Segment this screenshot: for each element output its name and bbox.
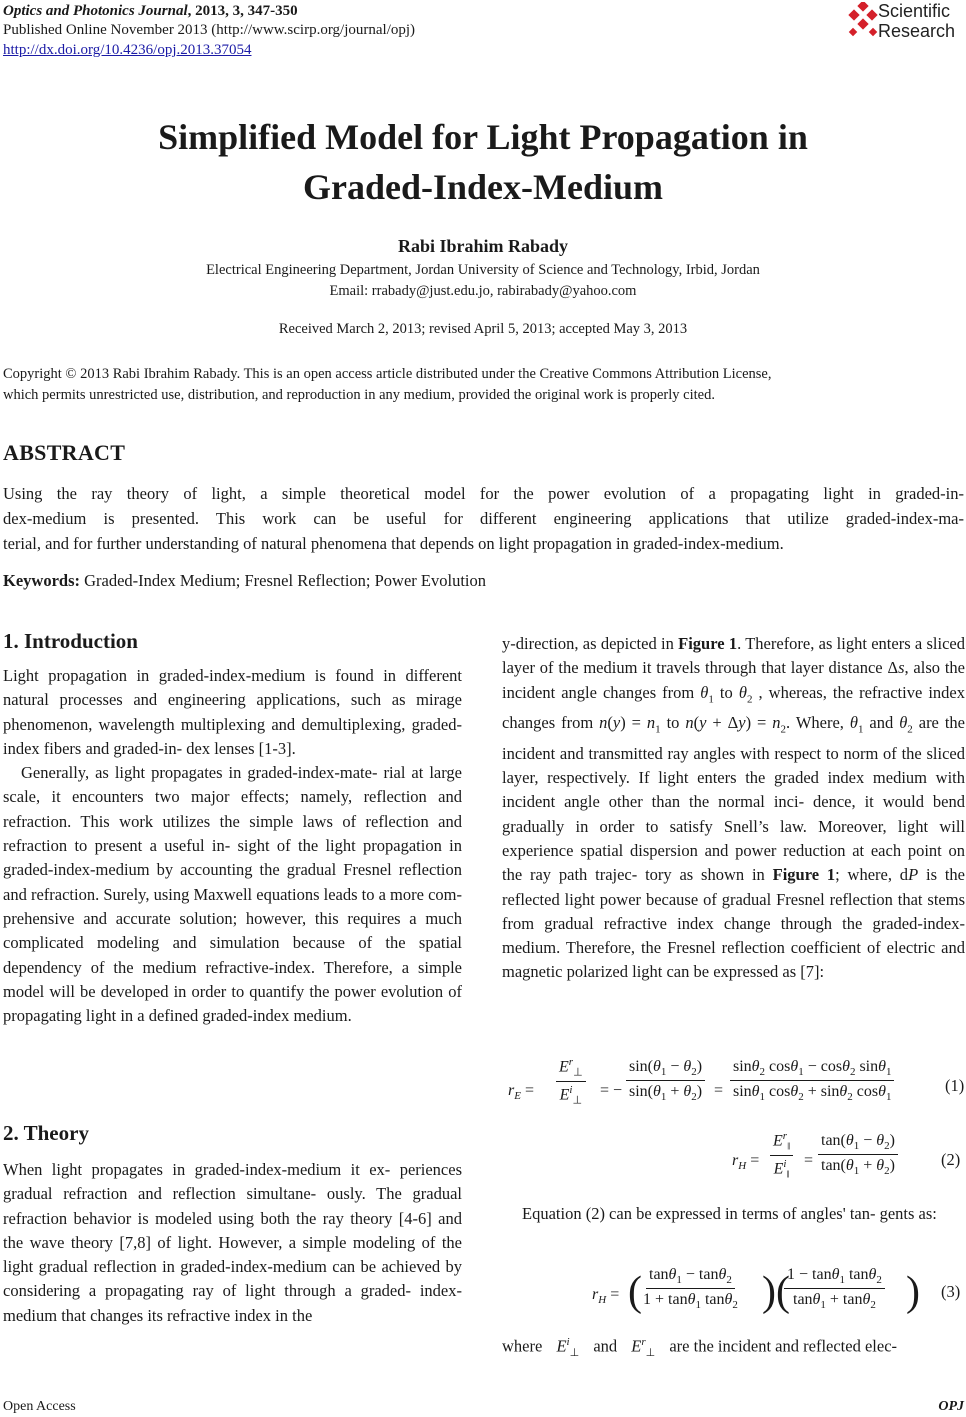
footer-open-access: Open Access <box>3 1399 76 1414</box>
equation-2-number: (2) <box>941 1150 961 1169</box>
logo-text: Scientific Research <box>878 1 956 41</box>
footer-journal-abbrev: OPJ <box>938 1399 964 1414</box>
doi-link[interactable]: http://dx.doi.org/10.4236/opj.2013.37054 <box>3 42 252 58</box>
section-heading-introduction: 1. Introduction <box>3 629 138 653</box>
figure-1-ref-2: Figure 1 <box>772 865 836 885</box>
email-line: Email: rrabady@just.edu.jo, rabirabady@yahoo.com <box>329 283 637 299</box>
section-heading-theory: 2. Theory <box>3 1121 89 1145</box>
introduction-body <box>3 664 462 1028</box>
published-line: Published Online November 2013 (http://www.scirp.org/journal/opj) <box>3 22 416 38</box>
received-dates: Received March 2, 2013; revised April 5, 2013; accepted May 3, 2013 <box>278 321 688 337</box>
equation-2-text: Equation (2) can be expressed in terms of angles' tan- gents as: <box>522 1204 937 1223</box>
keywords-line: Keywords: Graded-Index Medium; Fresnel Reflection; Power Evolution <box>3 571 486 590</box>
theory-paragraph-1: When light propagates in graded-index-medium it ex- periences gradual refraction and reflection simultane- ously. The gradual refraction behavior is modeled using both the ray theory [4-6] and the wave theory [7,8] of light. However, a simple modeling of the light gradual reflection in graded-index-medium can be achieved by considering a propagating ray of light through a graded- index-medium that changes its refractive index in the <box>3 1160 462 1325</box>
copyright-notice: Copyright © 2013 Rabi Ibrahim Rabady. This is an open access article distributed under the Creative Commons Attribution License, which permits unrestricted use, distribution, and reproduction in any medium, provided the original work is properly cited. <box>3 366 772 403</box>
theory-body <box>3 1158 462 1328</box>
journal-line <box>3 2 298 21</box>
figure-1-ref: Figure 1 <box>678 634 738 653</box>
paper-title: Simplified Model for Light Propagation in Graded-Index-Medium <box>158 117 808 207</box>
author-name: Rabi Ibrahim Rabady <box>397 236 569 256</box>
logo-mark-icon <box>846 2 882 40</box>
abstract-heading: ABSTRACT <box>3 440 126 465</box>
abstract-body: Using the ray theory of light, a simple theoretical model for the power evolution of a propagating light in graded-in- dex-medium is presented. This work can be useful for different engineering applications that utilize graded-index-ma- terial, and for further understanding of natural phenomena that depends on light propagation in graded-index-medium. <box>3 484 964 553</box>
equation-1-number: (1) <box>945 1076 965 1095</box>
equation-1: $r_E$ = $\frac{E^r_\perp}{E^i_\perp}$ = − $\frac{\sin(\theta_1 - \theta_2)}{\sin(\theta_1 + \theta_2)}$ = $\frac{\sin\theta_2 \cos\theta_1 - \cos\theta_2 \sin\theta_1}{\sin\theta_1 \cos\theta_2 + \sin\theta_2 \cos\theta_1}$ <box>508 1054 948 1132</box>
equation-3: $r_H$ = ( $\frac{\tan\theta_1 - \tan\theta_2}{1 + \tan\theta_1 \tan\theta_2}$ )( $\frac{1 - \tan\theta_1 \tan\theta_2}{\tan\theta_1 + \tan\theta_2}$ ) <box>592 1266 920 1315</box>
equation-3-number: (3) <box>941 1282 961 1301</box>
affiliation: Electrical Engineering Department, Jordan University of Science and Technology, Irbid, Jordan <box>206 262 760 278</box>
journal-name: Optics and Photonics Journal <box>3 3 188 19</box>
where-line: where $E^i_\perp$ and $E^r_\perp$ are the incident and reflected elec- <box>502 1336 898 1359</box>
journal-volume: , 2013, 3, 347-350 <box>187 3 298 19</box>
equation-2: $r_H$ = $\frac{E^r_‖}{E^i_‖}$ = $\frac{\tan(\theta_1 - \theta_2)}{\tan(\theta_1 + \theta_2)}$ <box>732 1130 932 1190</box>
publisher-logo <box>842 0 966 44</box>
intro-paragraph-1: Light propagation in graded-index-medium is found in different natural processes and engineering applications, such as mirage phenomenon, wavelength multiplexing and demultiplexing, graded-index fibers and graded-in- dex lenses [1-3]. <box>3 666 462 758</box>
right-column-paragraph: y-direction, as depicted in Figure 1. Therefore, as light enters a sliced layer of the medium it travels through that layer distance Δs, also the incident angle changes from $\theta_1$ to $\theta_2$ , whereas, the refractive index changes from $n(y) = n_1$ to $n(y + \Delta y) = n_2$. Where, $\theta_1$ and $\theta_2$ are the incident and transmitted ray angles with respect to norm of the sliced layer, respectively. If light enters the graded index medium with incident angle other than the normal inci- dence, it would bend gradually in order to satisfy Snell’s law. Moreover, light will experience spatial dispersion and power reduction at each point on the ray path trajec- tory as shown in Figure 1; where, dP is the reflected light power because of gradual Fresnel reflection that stems from gradual refractive index change through the graded-index-medium. Therefore, the Fresnel reflection coefficient of electric and magnetic polarized light can be expressed as [7]: <box>502 634 965 982</box>
intro-paragraph-2: Generally, as light propagates in graded-index-mate- rial at large scale, it encounters two major effects; namely, reflection and refraction. This work utilizes the simple laws of reflection and refraction to present a useful in- sight of the light propagation in graded-index-medium by accounting the gradual Fresnel reflection and refraction. Surely, using Maxwell equations leads to a more com- prehensive and accurate solution; however, this requires a much complicated modeling and simulation because of the spatial dependency of the medium refractive-index. Therefore, a simple model will be developed in order to quantify the power evolution of propagating light in a defined graded-index medium. <box>3 763 462 1026</box>
